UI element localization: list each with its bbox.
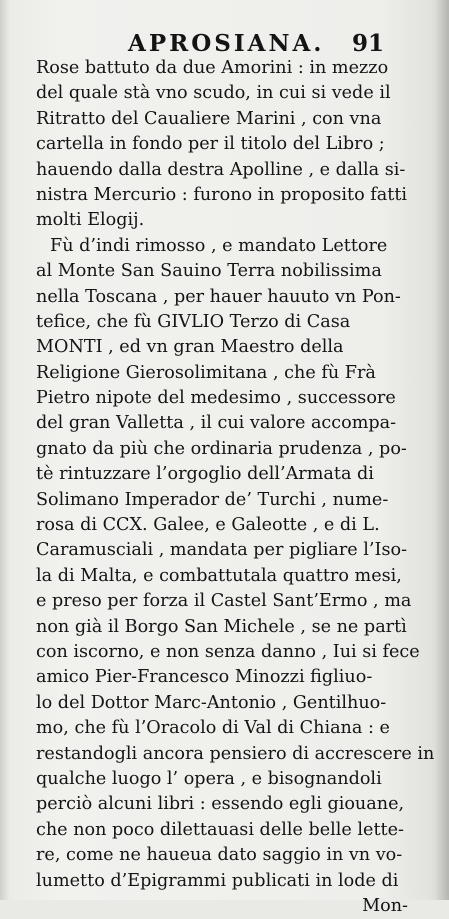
text-line: e preso per forza il Castel Sant’Ermo , ma	[36, 591, 412, 612]
catchword: Mon-	[362, 895, 408, 916]
running-title: APROSIANA.	[128, 30, 325, 57]
text-line: MONTI , ed vn gran Maestro della	[36, 337, 344, 358]
text-line: mo, che fù l’Oracolo di Val di Chiana : e	[36, 718, 390, 739]
text-line: restandogli ancora pensiero di accrescere in	[36, 743, 435, 764]
text-line: Pietro nipote del medesimo , successore	[36, 388, 396, 409]
text-line: non già il Borgo San Michele , se ne partì	[36, 616, 407, 637]
paragraph-start-line: Fù d’indi rimosso , e mandato Lettore	[50, 235, 388, 256]
page-number: 91	[352, 30, 385, 57]
text-line: tè rintuzzare l’orgoglio dell’Armata di	[36, 464, 374, 485]
text-line: molti Elogij.	[36, 210, 145, 231]
text-line: Rose battuto da due Amorini : in mezzo	[36, 58, 389, 78]
text-line: la di Malta, e combattutala quattro mesi,	[36, 565, 402, 586]
text-line: amico Pier-Francesco Minozzi figliuo-	[36, 667, 373, 688]
text-line: Religione Gierosolimitana , che fù Frà	[36, 362, 376, 383]
text-block	[36, 56, 435, 919]
text-line: nella Toscana , per hauer hauuto vn Pon-	[36, 286, 401, 307]
text-line: tefice, che fù GIVLIO Terzo di Casa	[36, 311, 351, 332]
text-line: del gran Valletta , il cui valore accompa-	[36, 413, 397, 434]
text-line: lumetto d’Epigrammi publicati in lode di	[36, 870, 399, 891]
text-line: perciò alcuni libri : essendo egli giouane,	[36, 794, 405, 815]
text-line: Ritratto del Caualiere Marini , con vna	[36, 108, 382, 129]
text-line: hauendo dalla destra Apolline , e dalla si-	[36, 159, 406, 180]
text-line: nistra Mercurio : furono in proposito fatti	[36, 184, 408, 205]
page-header	[0, 14, 449, 58]
text-line: re, come ne haueua dato saggio in vn vo-	[36, 845, 403, 866]
page-edge-shadow	[435, 0, 449, 900]
text-line: al Monte San Sauino Terra nobilissima	[36, 261, 382, 282]
text-line: lo del Dottor Marc-Antonio , Gentilhuo-	[36, 692, 387, 713]
text-line: del quale stà vno scudo, in cui si vede il	[36, 83, 391, 104]
text-line: cartella in fondo per il titolo del Libro ;	[36, 134, 385, 155]
text-line: che non poco dilettauasi delle belle lette-	[36, 819, 404, 840]
text-line: con iscorno, e non senza danno , Iui si fece	[36, 641, 420, 662]
text-line: gnato da più che ordinaria prudenza , po-	[36, 438, 407, 459]
text-line: qualche luogo l’ opera , e bisognandoli	[36, 768, 382, 789]
text-line: Solimano Imperador de’ Turchi , nume-	[36, 489, 389, 510]
text-line: Caramusciali , mandata per pigliare l’Iso-	[36, 540, 408, 561]
text-line: rosa di CCX. Galee, e Galeotte , e di L.	[36, 515, 380, 536]
